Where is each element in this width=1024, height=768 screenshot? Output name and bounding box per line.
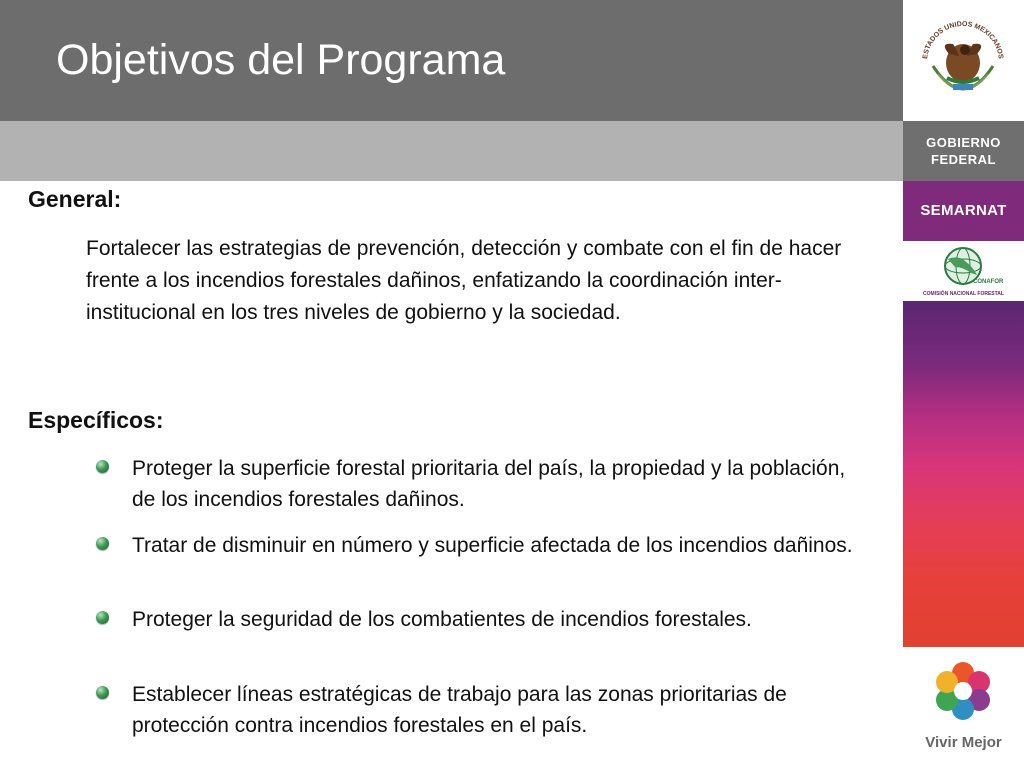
list-item-text: Tratar de disminuir en número y superficie afectada de los incendios dañinos. (132, 534, 853, 557)
semarnat-label: SEMARNAT (920, 202, 1007, 219)
green-sphere-bullet-icon (96, 611, 109, 624)
subtitle-band (0, 121, 903, 181)
list-item-text: Proteger la superficie forestal prioritaria del país, la propiedad y la población, de los incendios forestales dañinos. (132, 457, 846, 511)
semarnat-logo (903, 181, 1024, 241)
conafor-badge: CONAFOR (973, 279, 1004, 285)
crest-lettering: ESTADOS UNIDOS MEXICANOS (922, 20, 1004, 60)
green-sphere-bullet-icon (96, 686, 109, 699)
list-item-text: Proteger la seguridad de los combatientes de incendios forestales. (132, 608, 752, 631)
logo-sidebar (903, 0, 1024, 768)
slide-title: Objetivos del Programa (56, 36, 506, 84)
green-sphere-bullet-icon (96, 537, 109, 550)
eagle-crest-icon (903, 0, 1024, 121)
list-item-text: Establecer líneas estratégicas de trabajo para las zonas prioritarias de protección contra incendios forestales en el país. (132, 683, 787, 737)
specific-heading: Específicos: (28, 407, 164, 433)
title-band (0, 0, 903, 121)
gobierno-label: GOBIERNO (926, 135, 1001, 150)
decorative-color-band (903, 301, 1024, 647)
green-sphere-bullet-icon (96, 460, 109, 473)
general-objective-text: Fortalecer las estrategias de prevención, detección y combate con el fin de hacer frente a los incendios forestales dañinos, enfatizando la coordinación inter-institucional en los tres niveles de gobierno y la sociedad. (86, 237, 842, 324)
mexico-crest-logo (903, 0, 1024, 121)
general-heading: General: (28, 186, 122, 212)
conafor-caption: COMISIÓN NACIONAL FORESTAL (923, 291, 1004, 297)
vivir-mejor-label: Vivir Mejor (925, 734, 1002, 751)
gobierno-federal-logo (903, 121, 1024, 181)
conafor-logo (903, 241, 1024, 301)
federal-label: FEDERAL (931, 152, 996, 167)
vivir-mejor-flower-icon (903, 647, 1024, 735)
vivir-mejor-logo (903, 647, 1024, 768)
